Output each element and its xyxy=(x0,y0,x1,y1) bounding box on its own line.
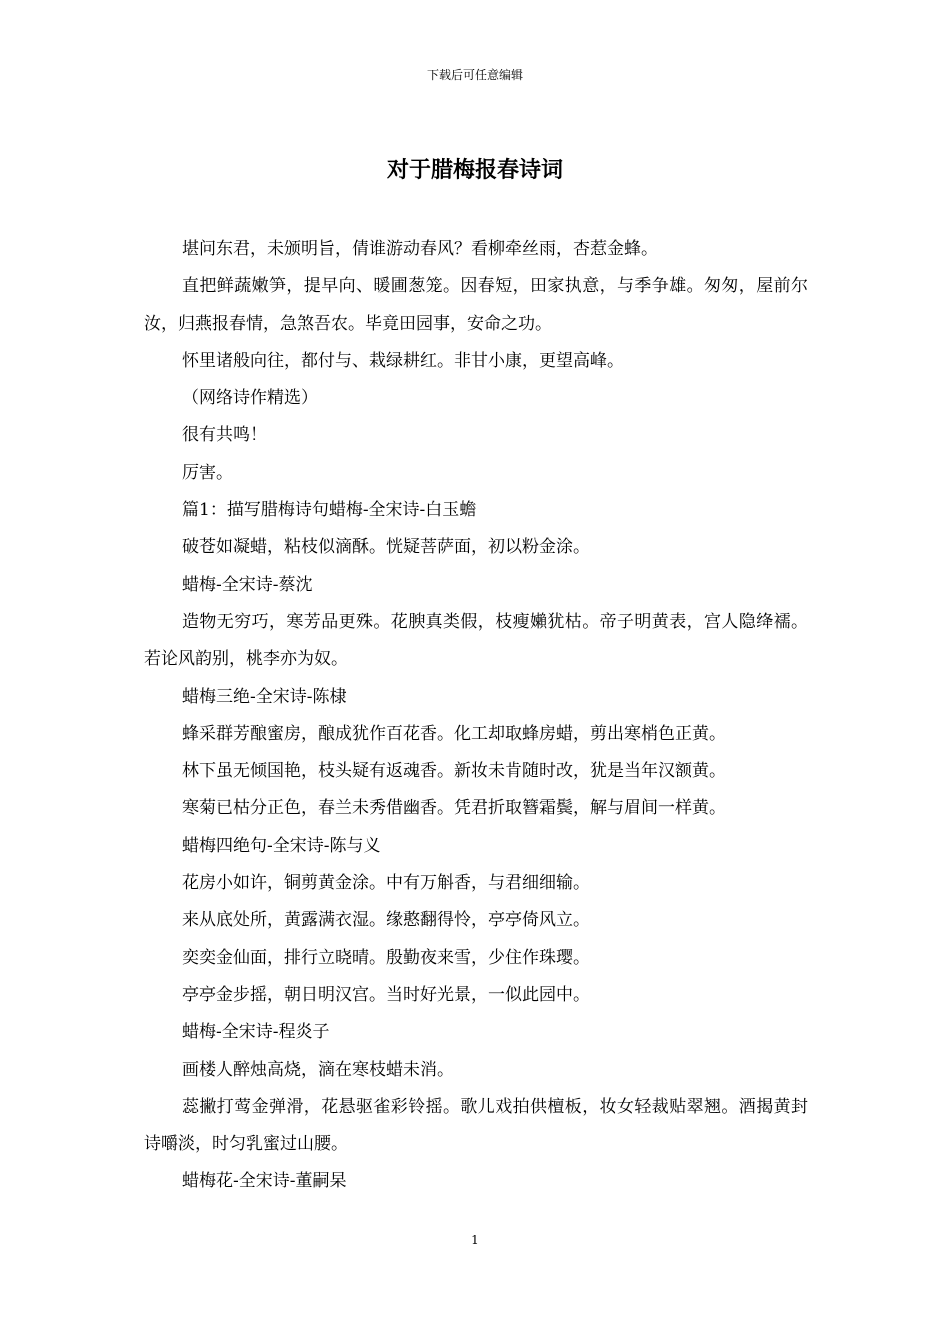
page-number: 1 xyxy=(471,1233,479,1247)
paragraph: 很有共鸣！ xyxy=(182,425,267,446)
poem-line: 花房小如许，铜剪黄金涂。中有万斛香，与君细细输。 xyxy=(182,873,590,894)
poem-line: 造物无穷巧，寒芳品更殊。花腴真类假，枝瘦嬾犹枯。帝子明黄表，宫人隐绛襦。若论风韵别，桃李亦为奴。 xyxy=(144,611,808,670)
poem-line: 寒菊已枯分正色，春兰未秀借幽香。凭君折取簪霜鬓，解与眉间一样黄。 xyxy=(182,798,726,819)
poem-title: 蜡梅-全宋诗-程炎子 xyxy=(182,1022,330,1043)
paragraph: 堪问东君，未颁明旨，倩谁游动春风？看柳牵丝雨，杏惹金蜂。 xyxy=(182,239,658,259)
paragraph: （网络诗作精选） xyxy=(182,388,318,409)
poem-title: 蜡梅-全宋诗-蔡沈 xyxy=(182,574,313,595)
poem-line: 破苍如凝蜡，粘枝似滴酥。恍疑菩萨面，初以粉金涂。 xyxy=(182,537,590,558)
poem-line: 林下虽无倾国艳，枝头疑有返魂香。新妆未肯随时改，犹是当年汉额黄。 xyxy=(182,761,726,782)
poem-line: 亭亭金步摇，朝日明汉宫。当时好光景，一似此园中。 xyxy=(182,984,590,1005)
poem-line: 画楼人醉烛高烧，滴在寒枝蜡未消。 xyxy=(182,1059,454,1080)
poem-line: 蕊撇打莺金弹滑，花悬驱雀彩铃摇。歌儿戏拍供檀板，妆女轻裁贴翠翘。酒揭黄封诗嚼淡，时匀乳蜜过山腰。 xyxy=(144,1096,808,1155)
poem-title: 蜡梅花-全宋诗-董嗣杲 xyxy=(182,1171,347,1192)
paragraph: 怀里诸般向往，都付与、栽绿耕红。非甘小康，更望高峰。 xyxy=(182,350,624,371)
poem-title: 蜡梅三绝-全宋诗-陈棣 xyxy=(182,686,347,707)
document-title: 对于腊梅报春诗词 xyxy=(386,157,563,183)
paragraph: 厉害。 xyxy=(182,462,233,483)
poem-line: 奕奕金仙面，排行立晓晴。殷勤夜来雪，少住作珠璎。 xyxy=(182,947,590,968)
section-heading: 篇1：描写腊梅诗句蜡梅-全宋诗-白玉蟾 xyxy=(182,500,477,521)
document-body xyxy=(144,231,808,1201)
poem-line: 来从底处所，黄露满衣湿。缘憨翻得怜，亭亭倚风立。 xyxy=(182,910,590,931)
paragraph: 直把鲜蔬嫩笋，提早向、暖圃葱笼。因春短，田家执意，与季争雄。匆匆，屋前尔汝，归燕报春情，急煞吾农。毕竟田园事，安命之功。 xyxy=(144,276,808,334)
poem-title: 蜡梅四绝句-全宋诗-陈与义 xyxy=(182,835,381,856)
poem-line: 蜂采群芳酿蜜房，酿成犹作百花香。化工却取蜂房蜡，剪出寒梢色正黄。 xyxy=(182,723,726,744)
page-header: 下载后可任意编辑 xyxy=(426,68,523,82)
